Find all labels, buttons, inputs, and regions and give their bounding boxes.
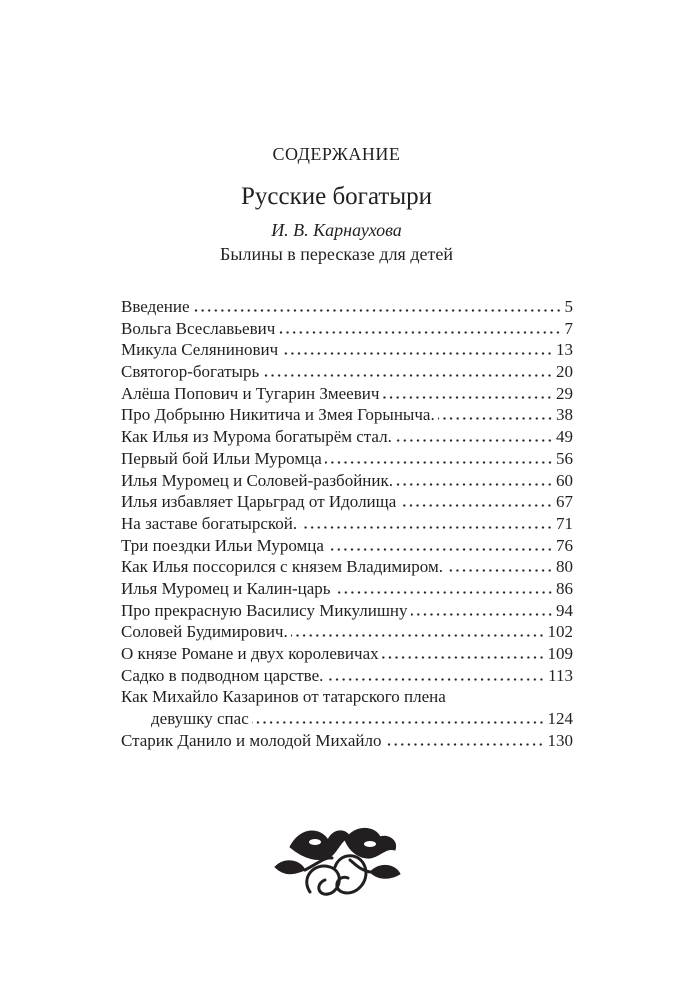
toc-entry-title: Про прекрасную Василису Микулишну [121, 600, 408, 620]
toc-entry-title: Как Михайло Казаринов от татарского плена [121, 687, 446, 707]
toc-entry[interactable] [121, 578, 573, 600]
toc-entry-title: Святогор-богатырь [121, 362, 260, 382]
dot-leader [262, 374, 553, 377]
toc-entry-title: На заставе богатырской. [121, 513, 298, 533]
dot-leader [327, 548, 553, 551]
dot-leader [300, 526, 553, 529]
toc-entry[interactable] [121, 491, 573, 513]
book-subtitle: Былины в пересказе для детей [220, 244, 453, 264]
toc-entry[interactable] [121, 296, 573, 318]
dot-leader [291, 634, 545, 637]
toc-entry[interactable] [121, 448, 573, 470]
toc-entry[interactable] [121, 361, 573, 383]
toc-entry-title: Первый бой Ильи Муромца [121, 448, 322, 468]
dot-leader [193, 309, 562, 312]
toc-entry-title: Илья Муромец и Калин-царь [121, 578, 331, 598]
toc-entry[interactable] [121, 665, 573, 687]
toc-entry[interactable] [121, 383, 573, 405]
toc-entry-page: 20 [556, 362, 573, 382]
toc-entry-title: Соловей Будимирович. [121, 622, 288, 642]
toc-entry[interactable] [121, 535, 573, 557]
table-of-contents [121, 296, 573, 751]
toc-entry-page: 13 [556, 340, 573, 360]
toc-entry-title: Три поездки Ильи Муромца [121, 535, 324, 555]
toc-entry-title: Илья избавляет Царьград от Идолища [121, 492, 397, 512]
toc-entry-page: 7 [564, 318, 573, 338]
toc-entry[interactable] [121, 470, 573, 492]
toc-entry[interactable] [121, 686, 573, 708]
dot-leader [446, 569, 553, 572]
toc-entry-page: 38 [556, 405, 573, 425]
toc-entry-title: Микула Селянинович [121, 340, 279, 360]
toc-entry-page: 56 [556, 448, 573, 468]
toc-entry-page: 29 [556, 383, 573, 403]
toc-entry-page: 67 [556, 492, 573, 512]
toc-entry[interactable] [121, 339, 573, 361]
toc-entry-title: Старик Данило и молодой Михайло [121, 730, 382, 750]
dot-leader [278, 331, 561, 334]
contents-heading: СОДЕРЖАНИЕ [272, 144, 401, 164]
toc-entry-title: Садко в подводном царстве. [121, 665, 324, 685]
toc-entry-page: 124 [547, 709, 573, 729]
toc-entry[interactable] [121, 600, 573, 622]
toc-entry-page: 60 [556, 470, 573, 490]
toc-entry-page: 80 [556, 557, 573, 577]
toc-entry-page: 109 [547, 644, 573, 663]
book-title: Русские богатыри [241, 183, 432, 210]
dot-leader [382, 656, 545, 659]
toc-entry-title: Как Илья поссорился с князем Владимиром. [121, 557, 443, 577]
dot-leader [384, 743, 544, 746]
toc-entry-title: Вольга Всеславьевич [121, 318, 276, 338]
toc-entry[interactable] [121, 404, 573, 426]
dot-leader [281, 352, 553, 355]
toc-entry-page: 49 [556, 427, 573, 447]
dot-leader [326, 678, 545, 681]
toc-entry-page: 76 [556, 535, 573, 555]
toc-entry-page: 102 [547, 622, 573, 642]
dot-leader [325, 461, 553, 464]
toc-entry-page: 94 [556, 600, 573, 620]
toc-entry-page: 113 [548, 665, 573, 685]
author-name: И. В. Карнаухова [271, 220, 402, 240]
toc-entry-page: 5 [564, 297, 573, 316]
toc-entry-title: Алёша Попович и Тугарин Змеевич [121, 383, 380, 403]
toc-entry-title: Про Добрыню Никитича и Змея Горыныча. [121, 405, 435, 425]
dot-leader [411, 613, 553, 616]
toc-entry-title: Как Илья из Мурома богатырём стал. [121, 427, 392, 447]
toc-entry[interactable] [121, 730, 573, 752]
toc-entry[interactable] [121, 513, 573, 535]
dot-leader [252, 721, 545, 724]
toc-entry-page: 71 [556, 513, 573, 533]
dot-leader [438, 417, 553, 420]
dot-leader [395, 439, 553, 442]
toc-entry-title: Введение [121, 297, 190, 316]
floral-ornament-icon [270, 822, 405, 902]
toc-entry-title-continued: девушку спас [151, 709, 249, 729]
toc-entry[interactable] [121, 621, 573, 643]
dot-leader [382, 396, 553, 399]
toc-entry[interactable] [121, 556, 573, 578]
toc-entry-page: 130 [547, 730, 573, 750]
toc-entry-title: Илья Муромец и Соловей-разбойник. [121, 470, 393, 490]
toc-entry[interactable] [121, 643, 573, 665]
toc-entry-title: О князе Романе и двух королевичах [121, 644, 379, 663]
dot-leader [399, 504, 553, 507]
toc-entry[interactable] [121, 426, 573, 448]
toc-entry-page: 86 [556, 578, 573, 598]
toc-entry[interactable] [121, 318, 573, 340]
dot-leader [334, 591, 554, 594]
toc-entry-continuation[interactable] [121, 708, 573, 730]
dot-leader [396, 483, 553, 486]
